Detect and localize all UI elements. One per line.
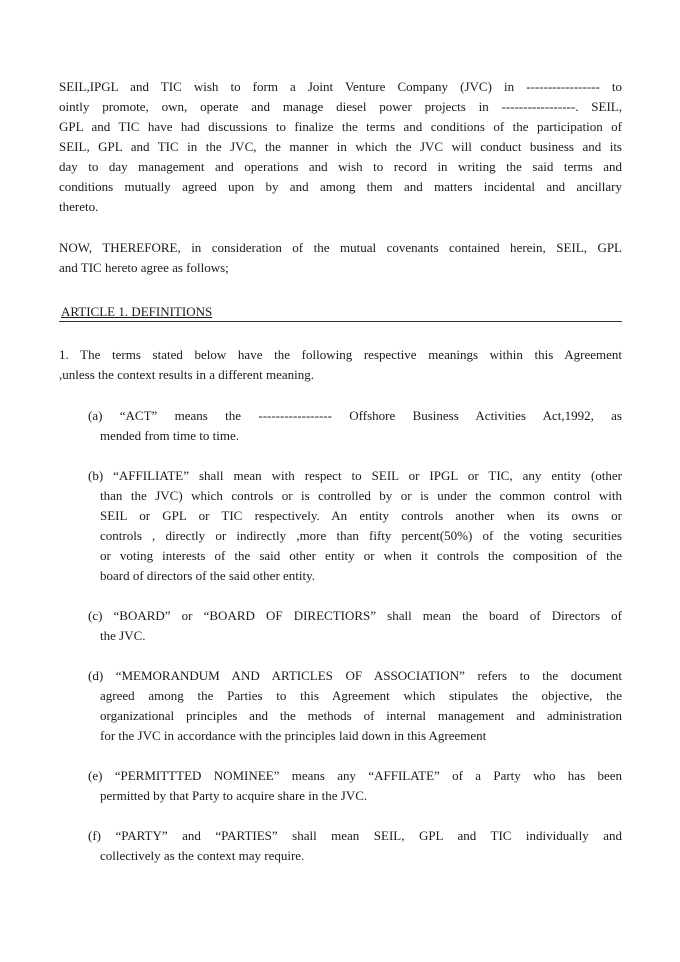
- text-line: GPL and TIC have had discussions to finalize the terms and conditions of the participation of: [59, 119, 622, 134]
- text-line: (e) “PERMITTTED NOMINEE” means any “AFFILATE” of a Party who has been: [88, 768, 622, 783]
- text-line: NOW, THEREFORE, in consideration of the mutual covenants contained herein, SEIL, GPL: [59, 240, 622, 255]
- text-line: and TIC hereto agree as follows;: [59, 260, 229, 275]
- article-heading: ARTICLE 1. DEFINITIONS: [61, 304, 213, 319]
- text-line: 1. The terms stated below have the following respective meanings within this Agreement: [59, 347, 622, 362]
- text-line: ,unless the context results in a different meaning.: [59, 367, 314, 382]
- text-line: agreed among the Parties to this Agreement which stipulates the objective, the: [100, 688, 622, 703]
- heading-rule: [59, 321, 622, 322]
- intro-paragraph: [59, 77, 622, 217]
- text-line: board of directors of the said other entity.: [100, 568, 316, 583]
- text-line: SEIL or GPL or TIC respectively. An entity controls another when its owns or: [100, 508, 622, 523]
- text-line: day to day management and operations and wish to record in writing the said terms and: [59, 159, 622, 174]
- text-line: thereto.: [59, 199, 99, 214]
- definition-item: [59, 606, 622, 646]
- text-line: than the JVC) which controls or is controlled by or is under the common control with: [100, 488, 622, 503]
- text-line: the JVC.: [100, 628, 146, 643]
- text-line: SEIL, GPL and TIC in the JVC, the manner in which the JVC will conduct business and its: [59, 139, 622, 154]
- text-line: (c) “BOARD” or “BOARD OF DIRECTIORS” shall mean the board of Directors of: [88, 608, 622, 623]
- text-line: conditions mutually agreed upon by and among them and matters incidental and ancillary: [59, 179, 622, 194]
- definition-item: [59, 826, 622, 866]
- now-therefore-paragraph: [59, 238, 622, 278]
- text-line: or voting interests of the said other entity or when it controls the composition of the: [100, 548, 622, 563]
- clause-1: [59, 345, 622, 385]
- definition-item: [59, 466, 622, 586]
- text-line: controls , directly or indirectly ,more than fifty percent(50%) of the voting securities: [100, 528, 622, 543]
- text-line: organizational principles and the methods of internal management and administration: [100, 708, 622, 723]
- text-line: mended from time to time.: [100, 428, 239, 443]
- text-line: (f) “PARTY” and “PARTIES” shall mean SEIL, GPL and TIC individually and: [88, 828, 622, 843]
- definition-item: [59, 766, 622, 806]
- text-line: SEIL,IPGL and TIC wish to form a Joint Venture Company (JVC) in ----------------- to: [59, 79, 622, 94]
- text-line: permitted by that Party to acquire share in the JVC.: [100, 788, 368, 803]
- text-line: ointly promote, own, operate and manage diesel power projects in -----------------. SEIL,: [59, 99, 622, 114]
- definition-item: [59, 406, 622, 446]
- definition-item: [59, 666, 622, 746]
- text-line: for the JVC in accordance with the principles laid down in this Agreement: [100, 728, 487, 743]
- text-line: (a) “ACT” means the ----------------- Offshore Business Activities Act,1992, as: [88, 408, 622, 423]
- text-line: (b) “AFFILIATE” shall mean with respect to SEIL or IPGL or TIC, any entity (other: [88, 468, 622, 483]
- text-line: (d) “MEMORANDUM AND ARTICLES OF ASSOCIATION” refers to the document: [88, 668, 622, 683]
- text-line: collectively as the context may require.: [100, 848, 305, 863]
